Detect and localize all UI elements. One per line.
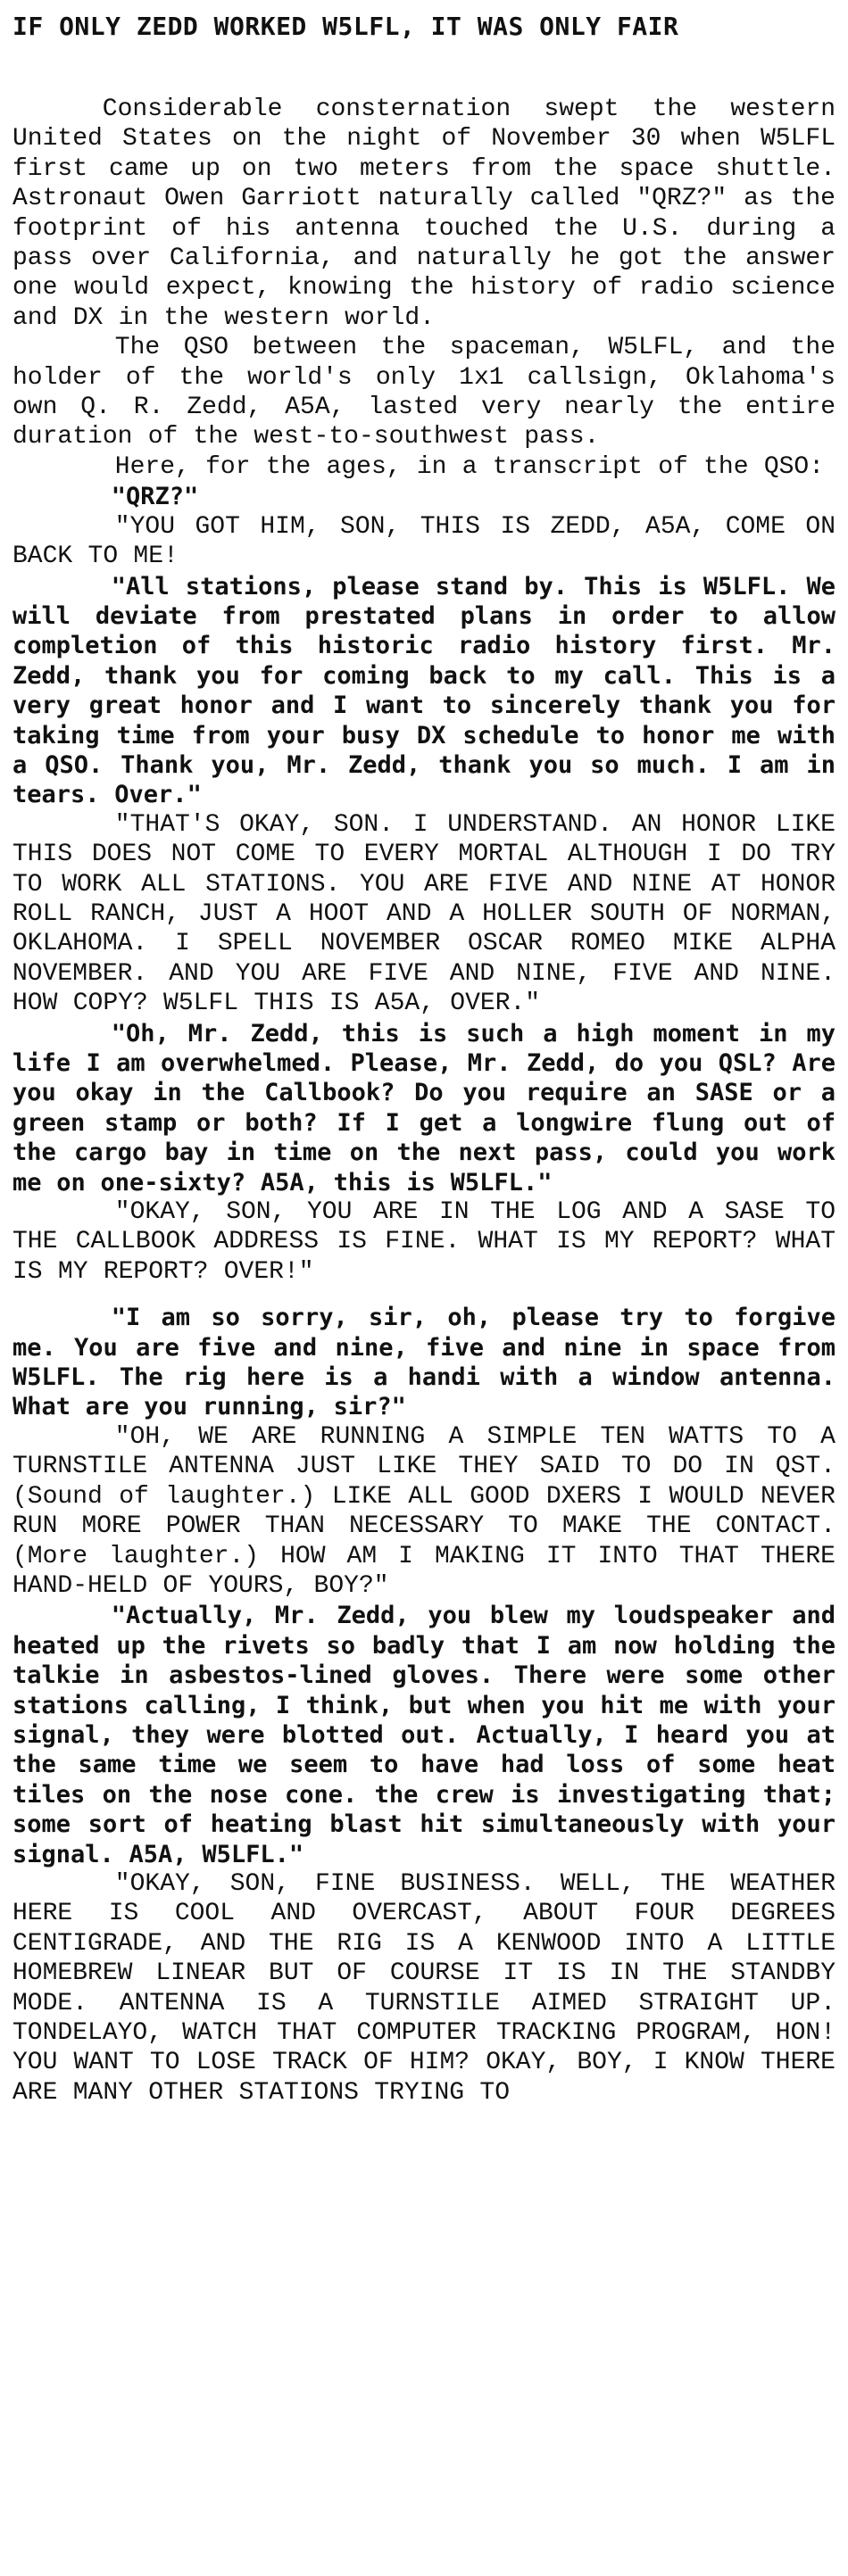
paragraph: "Oh, Mr. Zedd, this is such a high moment in my life I am overwhelmed. Please, Mr. Zedd, do you QSL? Are you okay in the Callbook? Do you require an SASE or a green stamp or both? If I get a longwire flung out of the cargo bay in time on the next pass, could you work me on one-sixty? A5A, this is W5LFL." [12,1019,836,1197]
headline: IF ONLY ZEDD WORKED W5LFL, IT WAS ONLY FAIR [12,12,679,41]
paragraph: "YOU GOT HIM, SON, THIS IS ZEDD, A5A, COME ON BACK TO ME! [12,512,836,571]
paragraph: The QSO between the spaceman, W5LFL, and the holder of the world's only 1x1 callsign, Oklahoma's own Q. R. Zedd, A5A, lasted very nearly the entire duration of the west-to-southwest pass. [12,334,836,451]
paragraph: "OKAY, SON, FINE BUSINESS. WELL, THE WEATHER HERE IS COOL AND OVERCAST, ABOUT FOUR DEGREES CENTIGRADE, AND THE RIG IS A KENWOOD INTO A LITTLE HOMEBREW LINEAR BUT OF COURSE IT IS IN THE STANDBY MODE. ANTENNA IS A TURNSTILE AIMED STRAIGHT UP. TONDELAYO, WATCH THAT COMPUTER TRACKING PROGRAM, HON! YOU WANT TO LOSE TRACK OF HIM? OKAY, BOY, I KNOW THERE ARE MANY OTHER STATIONS TRYING TO [12,1869,836,2107]
paragraph: "All stations, please stand by. This is W5LFL. We will deviate from prestated plans in order to allow completion of this historic radio history first. Mr. Zedd, thank you for coming back to my call. This is a very great honor and I want to sincerely thank you for taking time from your busy DX schedule to honor me with a QSO. Thank you, Mr. Zedd, thank you so much. I am in tears. Over." [12,572,836,809]
paragraph: "OKAY, SON, YOU ARE IN THE LOG AND A SASE TO THE CALLBOOK ADDRESS IS FINE. WHAT IS MY REPORT? WHAT IS MY REPORT? OVER!" [12,1198,836,1286]
article-body [12,95,836,2108]
paragraph: Here, for the ages, in a transcript of the QSO: [114,452,825,481]
paragraph: "I am so sorry, sir, oh, please try to forgive me. You are five and nine, five and nine in space from W5LFL. The rig here is a handi with a window antenna. What are you running, sir?" [12,1304,836,1421]
paragraph: "OH, WE ARE RUNNING A SIMPLE TEN WATTS TO A TURNSTILE ANTENNA JUST LIKE THEY SAID TO DO IN QST. (Sound of laughter.) LIKE ALL GOOD DXERS I WOULD NEVER RUN MORE POWER THAN NECESSARY TO MAKE THE CONTACT. (More laughter.) HOW AM I MAKING IT INTO THAT THERE HAND-HELD OF YOURS, BOY?" [12,1422,836,1600]
paragraph: "QRZ?" [111,483,199,511]
paragraph: "Actually, Mr. Zedd, you blew my loudspeaker and heated up the rivets so badly that I am now holding the talkie in asbestos-lined gloves. There were some other stations calling, I think, but when you hit me with your signal, they were blotted out. Actually, I heard you at the same time we seem to have had loss of some heat tiles on the nose cone. the crew is investigating that; some sort of heating blast hit simultaneously with your signal. A5A, W5LFL." [12,1602,836,1868]
paragraph: Considerable consternation swept the western United States on the night of November 30 when W5LFL first came up on two meters from the space shuttle. Astronaut Owen Garriott naturally called "QRZ?" as the footprint of his antenna touched the U.S. during a pass over California, and naturally he got the answer one would expect, knowing the history of radio science and DX in the western world. [12,95,836,332]
paragraph: "THAT'S OKAY, SON. I UNDERSTAND. AN HONOR LIKE THIS DOES NOT COME TO EVERY MORTAL ALTHOUGH I DO TRY TO WORK ALL STATIONS. YOU ARE FIVE AND NINE AT HONOR ROLL RANCH, JUST A HOOT AND A HOLLER SOUTH OF NORMAN, OKLAHOMA. I SPELL NOVEMBER OSCAR ROMEO MIKE ALPHA NOVEMBER. AND YOU ARE FIVE AND NINE, FIVE AND NINE. HOW COPY? W5LFL THIS IS A5A, OVER." [12,810,836,1018]
